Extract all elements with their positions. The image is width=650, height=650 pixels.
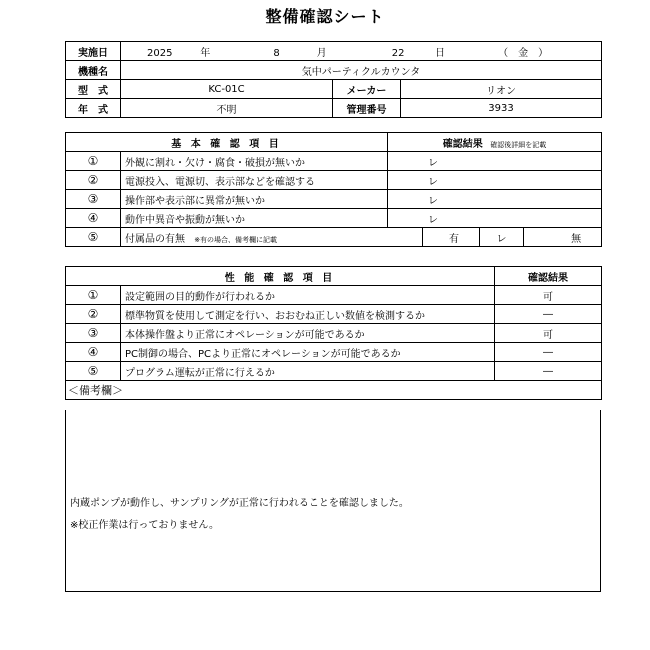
weekday-value: （ 金 ） [498,47,549,59]
performance-header-row [66,267,602,286]
model-row [66,61,602,80]
manage-label: 管理番号 [333,99,401,118]
manage-value: 3933 [401,99,602,118]
basic-header-result-note: 確認後詳細を記載 [490,140,547,149]
basic-row [66,171,602,190]
model-value: 気中パーティクルカウンタ [121,61,602,80]
basic-check-table [65,132,602,247]
check-item: 操作部や表示部に異常が無いか [121,190,388,209]
year-unit: 年 [200,47,211,59]
check-item: 動作中異音や振動が無いか [121,209,388,228]
performance-row [66,286,602,305]
month-value: 8 [273,47,280,59]
performance-check-table [65,266,602,400]
check-item [121,228,423,247]
check-result: 可 [495,286,602,305]
row-number: ② [66,305,121,324]
day-value: 22 [391,47,405,59]
remarks-label: ＜備考欄＞ [66,381,602,400]
type-row [66,80,602,99]
check-item: 電源投入、電源切、表示部などを確認する [121,171,388,190]
year-model-label: 年 式 [66,99,121,118]
page-title: 整備確認シート [265,7,385,26]
row-number: ① [66,286,121,305]
basic-header-result-label: 確認結果 [442,138,483,150]
check-item: PC制御の場合、PCより正常にオペレーションが可能であるか [121,343,495,362]
row-number: ③ [66,324,121,343]
check-mark: レ [388,209,602,228]
basic-row [66,209,602,228]
row-number: ④ [66,209,121,228]
check-item: 設定範囲の目的動作が行われるか [121,286,495,305]
check-item: 外観に割れ・欠け・腐食・破損が無いか [121,152,388,171]
check-mark: レ [388,171,602,190]
performance-row [66,305,602,324]
check-result: 可 [495,324,602,343]
basic-row [66,190,602,209]
basic-header-item: 基 本 確 認 項 目 [66,133,388,152]
remarks-line: 内蔵ポンプが動作し、サンプリングが正常に行われることを確認しました。 [70,498,409,509]
row-number: ⑤ [66,362,121,381]
maker-value: リオン [401,80,602,99]
date-row [66,42,602,61]
check-mark: レ [388,152,602,171]
year-model-row [66,99,602,118]
remarks-body [65,410,601,592]
basic-row-accessories [66,228,602,247]
check-result: ― [495,343,602,362]
performance-header-item: 性 能 確 認 項 目 [66,267,495,286]
performance-row [66,343,602,362]
basic-row [66,152,602,171]
accessories-ari: 有 [423,228,480,247]
info-table [65,41,602,118]
accessories-check: レ [480,228,524,247]
performance-header-result: 確認結果 [495,267,602,286]
row-number: ⑤ [66,228,121,247]
type-value: KC-01C [121,80,333,99]
check-result: ― [495,362,602,381]
type-label: 型 式 [66,80,121,99]
performance-row [66,324,602,343]
performance-row [66,362,602,381]
day-unit: 日 [434,47,445,59]
check-mark: レ [388,190,602,209]
date-label: 実施日 [66,42,121,61]
basic-header-result [388,133,602,152]
check-result: ― [495,305,602,324]
accessories-label: 付属品の有無 [125,233,185,245]
row-number: ① [66,152,121,171]
basic-header-row [66,133,602,152]
year-model-value: 不明 [121,99,333,118]
model-label: 機種名 [66,61,121,80]
row-number: ④ [66,343,121,362]
row-number: ② [66,171,121,190]
year-value: 2025 [147,47,173,59]
accessories-nashi: 無 [524,228,602,247]
remarks-header-row [66,381,602,400]
accessories-note: ※有の場合、備考欄に記載 [194,235,278,244]
check-item: 標準物質を使用して測定を行い、おおむね正しい数値を検測するか [121,305,495,324]
date-value [121,42,602,61]
check-item: プログラム運転が正常に行えるか [121,362,495,381]
maker-label: メーカー [333,80,401,99]
month-unit: 月 [316,47,327,59]
row-number: ③ [66,190,121,209]
remarks-line: ※校正作業は行っておりません。 [70,520,219,531]
check-item: 本体操作盤より正常にオペレーションが可能であるか [121,324,495,343]
